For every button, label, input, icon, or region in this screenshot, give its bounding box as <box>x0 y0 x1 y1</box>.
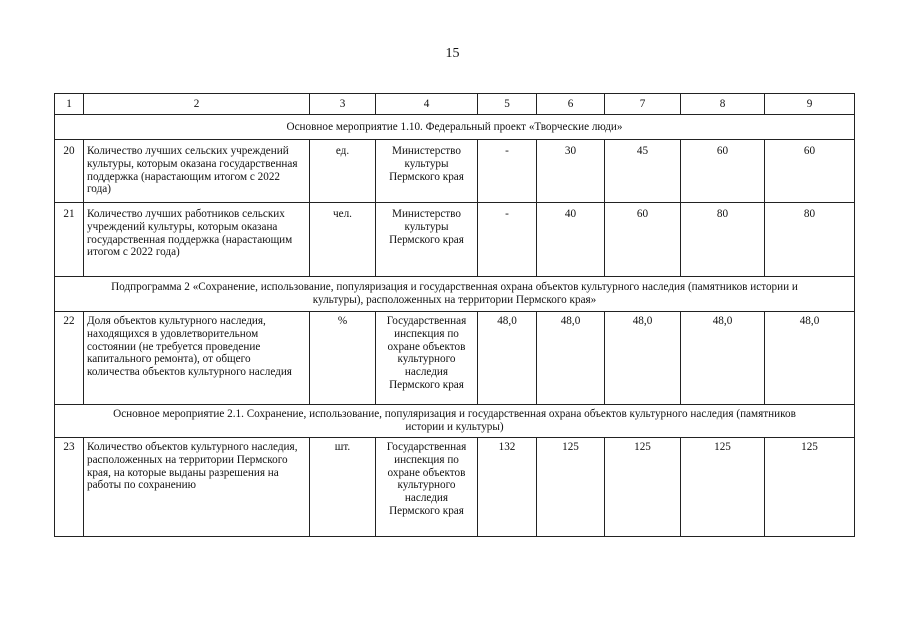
value-cell: 60 <box>605 203 681 277</box>
indicator-name: Доля объектов культурного наследия, находящихся в удовлетворительном состоянии (не требуется проведение капитального ремонта), от общего количества объектов культурного наследия <box>84 312 310 405</box>
value-cell: - <box>478 203 537 277</box>
header-cell: 5 <box>478 94 537 115</box>
value-cell: 48,0 <box>605 312 681 405</box>
value-cell: 48,0 <box>478 312 537 405</box>
unit-cell: ед. <box>310 140 376 203</box>
value-cell: 80 <box>681 203 765 277</box>
value-cell: 48,0 <box>765 312 855 405</box>
table-row <box>55 140 855 203</box>
row-number: 22 <box>55 312 84 405</box>
page-number: 15 <box>445 46 460 61</box>
header-cell: 6 <box>537 94 605 115</box>
header-cell: 2 <box>84 94 310 115</box>
unit-cell: шт. <box>310 438 376 537</box>
section-row <box>55 277 855 312</box>
indicator-name: Количество лучших работников сельских учреждений культуры, которым оказана государственная поддержка (нарастающим итогом с 2022 года) <box>84 203 310 277</box>
value-cell: 30 <box>537 140 605 203</box>
value-cell: 80 <box>765 203 855 277</box>
responsible-cell: Министерство культуры Пермского края <box>376 203 478 277</box>
value-cell: 60 <box>765 140 855 203</box>
section-title: Основное мероприятие 2.1. Сохранение, использование, популяризация и государственная охрана объектов культурного наследия (памятников истории и культуры) <box>55 405 855 438</box>
indicator-name: Количество объектов культурного наследия, расположенных на территории Пермского края, на которые выданы разрешения на работы по сохранению <box>84 438 310 537</box>
section-title: Подпрограмма 2 «Сохранение, использование, популяризация и государственная охрана объектов культурного наследия (памятников истории и культуры), расположенных на территории Пермского края» <box>55 277 855 312</box>
header-cell: 3 <box>310 94 376 115</box>
value-cell: 125 <box>537 438 605 537</box>
header-cell: 7 <box>605 94 681 115</box>
section-title: Основное мероприятие 1.10. Федеральный проект «Творческие люди» <box>55 115 855 140</box>
value-cell: 40 <box>537 203 605 277</box>
value-cell: 45 <box>605 140 681 203</box>
responsible-cell: Государственная инспекция по охране объектов культурного наследия Пермского края <box>376 438 478 537</box>
unit-cell: чел. <box>310 203 376 277</box>
value-cell: - <box>478 140 537 203</box>
value-cell: 132 <box>478 438 537 537</box>
row-number: 23 <box>55 438 84 537</box>
responsible-cell: Государственная инспекция по охране объектов культурного наследия Пермского края <box>376 312 478 405</box>
header-cell: 1 <box>55 94 84 115</box>
table-row <box>55 312 855 405</box>
table-row <box>55 203 855 277</box>
value-cell: 125 <box>765 438 855 537</box>
row-number: 20 <box>55 140 84 203</box>
responsible-cell: Министерство культуры Пермского края <box>376 140 478 203</box>
value-cell: 48,0 <box>681 312 765 405</box>
header-cell: 9 <box>765 94 855 115</box>
indicator-name: Количество лучших сельских учреждений культуры, которым оказана государственная поддержка (нарастающим итогом с 2022 года) <box>84 140 310 203</box>
section-row <box>55 115 855 140</box>
unit-cell: % <box>310 312 376 405</box>
value-cell: 125 <box>605 438 681 537</box>
value-cell: 48,0 <box>537 312 605 405</box>
table-row <box>55 438 855 537</box>
row-number: 21 <box>55 203 84 277</box>
value-cell: 125 <box>681 438 765 537</box>
table-header-row <box>55 94 855 115</box>
header-cell: 8 <box>681 94 765 115</box>
indicators-table <box>54 93 855 537</box>
value-cell: 60 <box>681 140 765 203</box>
section-row <box>55 405 855 438</box>
header-cell: 4 <box>376 94 478 115</box>
